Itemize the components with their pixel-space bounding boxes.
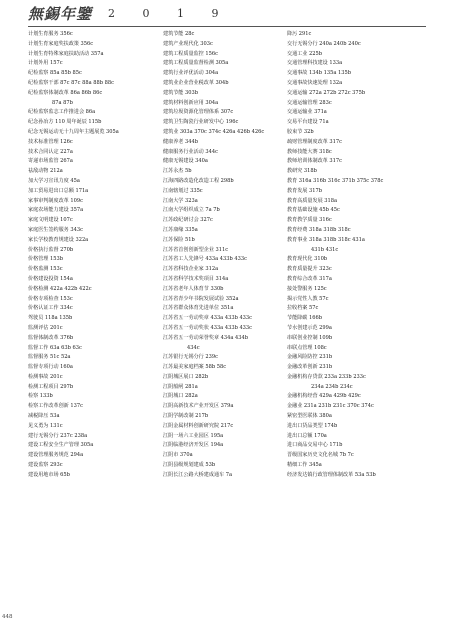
index-entry: 交通事故 134b 135a 135b (287, 70, 351, 77)
index-entry: 江阴学制改制 217b (163, 413, 209, 420)
index-entry: 江阴城口 282a (163, 393, 198, 400)
index-entry: 建筑工程质量监控 156c (163, 50, 218, 57)
index-entry: 经济发达镇行政管理体制改革 53a 53b (287, 471, 376, 478)
index-entry: 进出口货品类型 174b (287, 422, 338, 429)
index-entry: 减税降压 53a (28, 413, 60, 420)
index-entry: 江苏省首创创新型企业 311c (163, 246, 229, 253)
index-entry: 计划生育家庭奖扶政策 356c (28, 40, 94, 47)
index-entry: 健康养老 344b (163, 138, 198, 145)
index-entry: 87a 87b (52, 99, 73, 106)
index-entry: 健康无锡建设 340a (163, 158, 208, 165)
index-entry: 监督专项行动 160a (28, 364, 73, 371)
index-entry: 纪检监察干部 87c 87c 88a 88b 88c (28, 79, 114, 86)
index-entry: 教育质量提升 323c (287, 266, 332, 273)
index-entry: 检测事故 201c (28, 373, 63, 380)
index-entry: 建设管理服务规范 294a (28, 452, 84, 459)
index-entry: 434c (187, 344, 200, 351)
index-column-middle (163, 30, 287, 615)
index-entry: 建筑行业评优活动 304a (163, 70, 219, 77)
index-entry: 交易平台建设 71a (287, 119, 329, 126)
index-entry: 江南辖划过 335c (163, 187, 203, 194)
index-entry: 教育基础设施 45b 45c (287, 207, 340, 214)
index-entry: 祛敌动物 212a (28, 168, 63, 175)
index-entry: 交通管理科技建设 133a (287, 60, 343, 67)
index-entry: 教育现代化 310b (287, 256, 328, 263)
index-entry: 江苏省五一劳动奖章 433a 433b 433c (163, 315, 253, 322)
index-entry: 教育高质量发展 318a (287, 197, 338, 204)
index-entry: 江阴市 370a (163, 452, 193, 459)
index-entry: 交通工业 225b (287, 50, 322, 57)
index-entry: 计划生育服务 356c (28, 31, 73, 37)
index-entry: 金融风险防控 231b (287, 354, 333, 361)
index-entry: 监督工作 63a 63b 63c (28, 344, 82, 351)
index-entry: 金融机构存贷款 233a 233b 233c (287, 373, 366, 380)
index-entry: 纪检监察 85a 85b 85c (28, 70, 82, 77)
index-entry: 江南大学组织成立 7a 7b (163, 207, 220, 214)
index-entry: 胶束节 32b (287, 128, 314, 135)
index-entry: 节能降碳 166b (287, 315, 322, 322)
index-entry: 见义勇为 131c (28, 422, 63, 429)
index-entry: 家长学校教育规建设 322a (28, 236, 89, 243)
index-entry: 紧密型医联体 380a (287, 413, 332, 420)
index-entry: 江阴长江公路大桥建成通车 7a (163, 471, 233, 478)
index-entry: 江苏省五一劳动奖状 433a 433b 433c (163, 324, 253, 331)
index-entry: 教育综合改革 317a (287, 275, 332, 282)
index-entry: 加大学习宣讯力度 45a (28, 177, 80, 184)
index-entry: 建筑节能 303b (163, 89, 198, 96)
index-entry: 金融机构经营 429a 429b 429c (287, 393, 361, 400)
index-entry: 纪念孙冶方 110 周年诞辰 115b (28, 119, 102, 126)
index-entry: 价格专项检查 153c (28, 295, 73, 302)
index-entry: 江苏省青少年书院发展试验 352a (163, 295, 239, 302)
index-entry: 价格执行监督 270b (28, 246, 74, 253)
index-entry: 价格认证工作 334c (28, 305, 73, 312)
index-entry: 监督体制改革 376b (28, 334, 74, 341)
index-column-right (287, 30, 428, 615)
index-entry: 计划外用 157c (28, 60, 63, 67)
index-entry: 疏财管理制度改革 317c (287, 138, 342, 145)
index-entry: 建设用地市场 65b (28, 471, 70, 478)
index-entry: 接处警服务 125c (287, 285, 327, 292)
index-entry: 教育教学质量 316c (287, 217, 332, 224)
index-entry: 晋级国家历史文化名城 7b 7c (287, 452, 354, 459)
index-entry: 建筑垃圾资源化管理体系 307c (163, 109, 234, 116)
index-entry: 教育发展 317b (287, 187, 322, 194)
index-entry: 江阴县级规划建成 53b (163, 462, 216, 469)
index-entry: 家庭医生签约服务 343c (28, 226, 83, 233)
index-entry: 江南大学 323a (163, 197, 198, 204)
index-entry: 建筑工程质量监督检测 305a (163, 60, 229, 67)
index-entry: 江阴金属材料创新研究院 217c (163, 422, 234, 429)
index-entry: 江苏省科技企业家 312a (163, 266, 219, 273)
index-entry: 教育 316a 316b 316c 371b 375c 378c (287, 177, 384, 184)
index-entry: 技术标准管理 126c (28, 138, 73, 145)
index-entry: 健康服务行业活动 344c (163, 148, 218, 155)
index-entry: 江苏康缘 335a (163, 226, 198, 233)
index-entry: 家庭文明建设 107c (28, 217, 73, 224)
index-entry: 寄递市场监管 267a (28, 158, 73, 165)
index-entry: 建筑产业现代化 303c (163, 40, 213, 47)
index-entry: 江阴临港经济开发区 194a (163, 442, 224, 449)
yearbook-brand: 無錫年鑒 (28, 4, 93, 23)
index-entry: 揭示党性人教 57c (287, 295, 329, 302)
index-entry: 价格检测 422a 422b 422c (28, 285, 92, 292)
index-entry: 计划生育特殊家庭扶助活动 357a (28, 50, 104, 57)
index-entry: 纪检监察体制改革 86a 86b 86c (28, 89, 103, 96)
index-entry: 教研究 318b (287, 168, 317, 175)
index-entry: 建筑业企业营业税改革 304b (163, 79, 229, 86)
index-entry: 江苏政纪研讨会 327c (163, 217, 213, 224)
index-entry: 江阴一场六工业园区 195a (163, 432, 224, 439)
index-entry: 交通运输业 371a (287, 109, 327, 116)
index-entry: 加工贸易进出口总额 171a (28, 187, 89, 194)
index-entry: 交行无锡分行 240a 240b 240c (287, 40, 361, 47)
index-entry: 234a 234b 234c (311, 383, 353, 390)
index-entry: 技术合同认定 227a (28, 148, 73, 155)
index-entry: 431b 431c (311, 246, 339, 253)
index-entry: 检察工作改革创新 137c (28, 403, 83, 410)
index-entry: 建筑业 303a 370c 374c 426a 426b 426c (163, 128, 265, 135)
index-entry: 教师培训体制改革 317c (287, 158, 342, 165)
index-entry: 降污 291c (287, 31, 312, 37)
index-entry: 教育经费 318a 318b 318c (287, 226, 351, 233)
index-entry: 交通运输 272a 272b 272c 375b (287, 89, 366, 96)
index-entry: 建筑材料创新应用 304a (163, 99, 219, 106)
index-entry: 江阴高新技术产业开发区 379a (163, 403, 234, 410)
index-columns (28, 30, 428, 615)
index-entry: 江苏最美家庭档案 58b 58c (163, 364, 227, 371)
index-entry: 进口商品交易中心 171b (287, 442, 343, 449)
index-entry: 家事审判制度改革 109c (28, 197, 83, 204)
index-entry: 江苏省工人先锋号 433a 433b 433c (163, 256, 247, 263)
index-entry: 江阴船闸 281a (163, 383, 198, 390)
index-entry: 拉收档案 57c (287, 305, 319, 312)
index-entry: 价格监测 153c (28, 266, 63, 273)
index-entry: 教育事业 318a 318b 318c 431a (287, 236, 365, 243)
index-entry: 金融业 231a 231b 231c 370c 374c (287, 403, 374, 410)
index-entry: 驾驶员 118a 135b (28, 315, 73, 322)
index-entry: 江苏省群众体育先进单位 351a (163, 305, 234, 312)
index-entry: 建行无锡分行 237c 238a (28, 432, 88, 439)
page-header (28, 2, 428, 24)
index-entry: 交通事故快速处理 132a (287, 79, 343, 86)
index-entry: 江阴城区展口 282b (163, 373, 209, 380)
index-entry: 进出口总额 170a (287, 432, 327, 439)
index-entry: 建设工程安全生产管理 305a (28, 442, 94, 449)
index-entry: 江海四路改造化改造工程 298b (163, 177, 234, 184)
page-number: 448 (2, 614, 13, 620)
index-entry: 价格建设投资 154a (28, 275, 73, 282)
index-entry: 家庭农场能力建设 357a (28, 207, 84, 214)
index-entry: 江苏永杰 5b (163, 168, 192, 175)
index-entry: 串联点管理 108c (287, 344, 327, 351)
index-entry: 江苏省科学技术奖项目 314a (163, 275, 229, 282)
index-entry: 建设监察 293c (28, 462, 63, 469)
index-entry: 串联创业控制 109b (287, 334, 333, 341)
index-entry: 金融改革创新 231b (287, 364, 333, 371)
index-entry: 节水创建示范 299a (287, 324, 332, 331)
index-entry: 建筑节能 28c (163, 31, 195, 37)
index-entry: 价格管理 153b (28, 256, 63, 263)
index-entry: 建筑卫生陶瓷行业研发中心 196c (163, 119, 239, 126)
index-entry: 纪念无锡运动无十九周年主题展览 305a (28, 128, 119, 135)
index-entry: 检测工程项目 297b (28, 383, 74, 390)
index-entry: 江苏省五一劳动荣誉奖章 434a 434b (163, 334, 249, 341)
index-entry: 教师技能大赛 318c (287, 148, 332, 155)
index-entry: 精细工作 345a (287, 462, 322, 469)
index-entry: 江苏省老年人体育节 330b (163, 285, 224, 292)
index-entry: 交通运输管理 283c (287, 99, 332, 106)
index-entry: 江苏保险 51b (163, 236, 195, 243)
yearbook-year: 2 0 1 9 (108, 6, 231, 20)
index-entry: 检察 133b (28, 393, 53, 400)
index-entry: 监测评估 201c (28, 324, 63, 331)
index-entry: 纪检监察监志工作推进会 86a (28, 109, 96, 116)
header-rule (28, 26, 426, 27)
index-entry: 江苏银行无锡分行 239c (163, 354, 218, 361)
index-column-left (28, 30, 163, 615)
index-entry: 监督服务 51c 52a (28, 354, 71, 361)
